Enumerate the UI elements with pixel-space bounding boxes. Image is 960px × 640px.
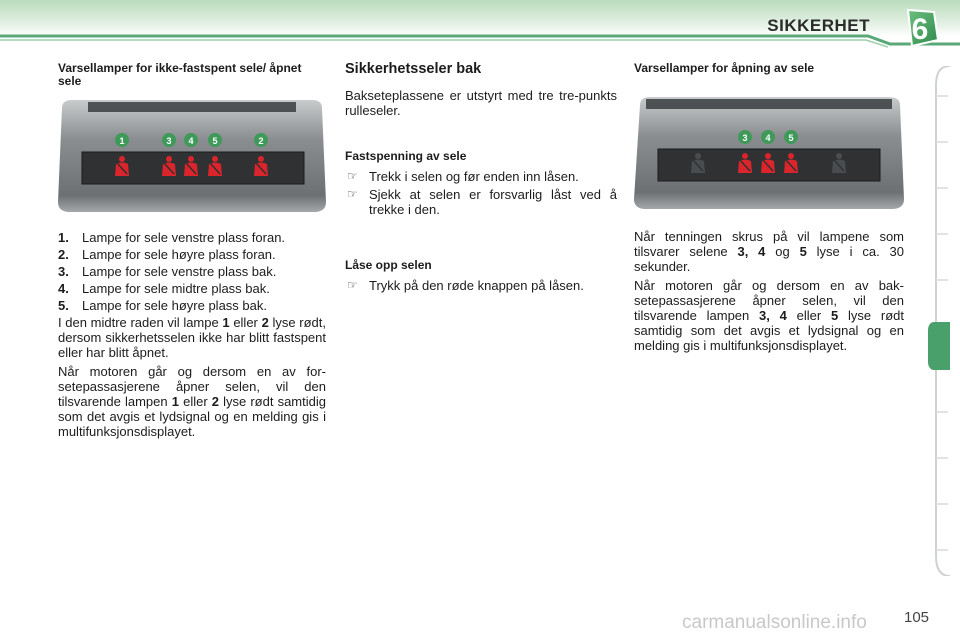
list-item: ☞ Sjekk at selen er forsvarlig låst ved å trekke i den. (347, 187, 617, 217)
column-rear-belts (345, 62, 617, 296)
list-item: 3. Lampe for sele venstre plass bak. (58, 264, 277, 279)
number-badge-4 (184, 133, 198, 147)
number-badge-3 (162, 133, 176, 147)
chapter-number: 6 (911, 13, 929, 46)
svg-text:1: 1 (119, 136, 125, 146)
section-heading-rear: Varsellamper for åpning av sele (634, 61, 815, 75)
svg-text:3: 3 (742, 133, 748, 143)
number-badge-5 (784, 130, 798, 144)
number-badge-3 (738, 130, 752, 144)
bullet-hand-icon: ☞ (347, 278, 358, 292)
paragraph-rear-lamp-engine: Når motoren går og dersom en av bak-setepassasjerene åpner selen, vil den tilsvarende lampen 3, 4 eller 5 lyse rødt samtidig som det avgis et lydsignal og en melding gis i multifunksjonsdisplayet. (634, 278, 904, 353)
section-heading-front: Varsellamper for ikke-fastspent sele/ åpnet sele (58, 61, 302, 88)
paragraph-rear-lamp-ignition: Når tenningen skrus på vil lampene som tilsvarer selene 3, 4 og 5 lyse i ca. 30 sekunder. (634, 229, 904, 274)
watermark: carmanualsonline.info (682, 612, 867, 633)
section-title-rear-belts: Sikkerhetsseler bak (345, 61, 482, 77)
svg-text:3: 3 (166, 136, 172, 146)
column-rear-lamps (634, 62, 904, 357)
chapter-title: SIKKERHET (767, 16, 870, 35)
column-front-lamps (58, 62, 326, 443)
list-item: ☞ Trekk i selen og før enden inn låsen. (347, 169, 579, 184)
lamp-legend-list (58, 230, 326, 313)
list-item: 1. Lampe for sele venstre plass foran. (58, 230, 286, 245)
paragraph-front-lamp-engine: Når motoren går og dersom en av for-setepassasjerene åpner selen, vil den tilsvarende lampen 1 eller 2 lyse rødt samtidig som det avgis et lydsignal og en melding gis i multifunksjonsdisplayet. (58, 364, 326, 439)
list-item: 4. Lampe for sele midtre plass bak. (58, 281, 270, 296)
bullet-hand-icon: ☞ (347, 169, 358, 183)
svg-text:5: 5 (212, 136, 218, 146)
seatbelt-warning-panel-rear (634, 95, 904, 215)
number-badge-4 (761, 130, 775, 144)
fastening-steps (345, 169, 617, 217)
paragraph-intro: Bakseteplassene er utstyrt med tre tre-punkts rulleseler. (345, 88, 617, 118)
svg-text:2: 2 (258, 136, 264, 146)
number-badge-5 (208, 133, 222, 147)
paragraph-front-lamp-red: I den midtre raden vil lampe 1 eller 2 lyse rødt, dersom sikkerhetsselen ikke har blitt fastspent eller har blitt åpnet. (58, 315, 326, 360)
number-badge-2 (254, 133, 268, 147)
subheading-fastening: Fastspenning av sele (345, 149, 467, 163)
subheading-unlock: Låse opp selen (345, 258, 432, 272)
svg-text:4: 4 (188, 136, 194, 146)
svg-text:5: 5 (788, 133, 794, 143)
list-item: 2. Lampe for sele høyre plass foran. (58, 247, 276, 262)
bullet-hand-icon: ☞ (347, 187, 358, 201)
svg-text:4: 4 (765, 133, 771, 143)
page-number: 105 (904, 609, 930, 626)
unlock-steps (345, 278, 617, 293)
list-item: ☞ Trykk på den røde knappen på låsen. (347, 278, 584, 293)
list-item: 5. Lampe for sele høyre plass bak. (58, 298, 267, 313)
seatbelt-warning-panel-front (58, 98, 326, 218)
number-badge-1 (115, 133, 129, 147)
chapter-side-tabs (928, 66, 960, 576)
